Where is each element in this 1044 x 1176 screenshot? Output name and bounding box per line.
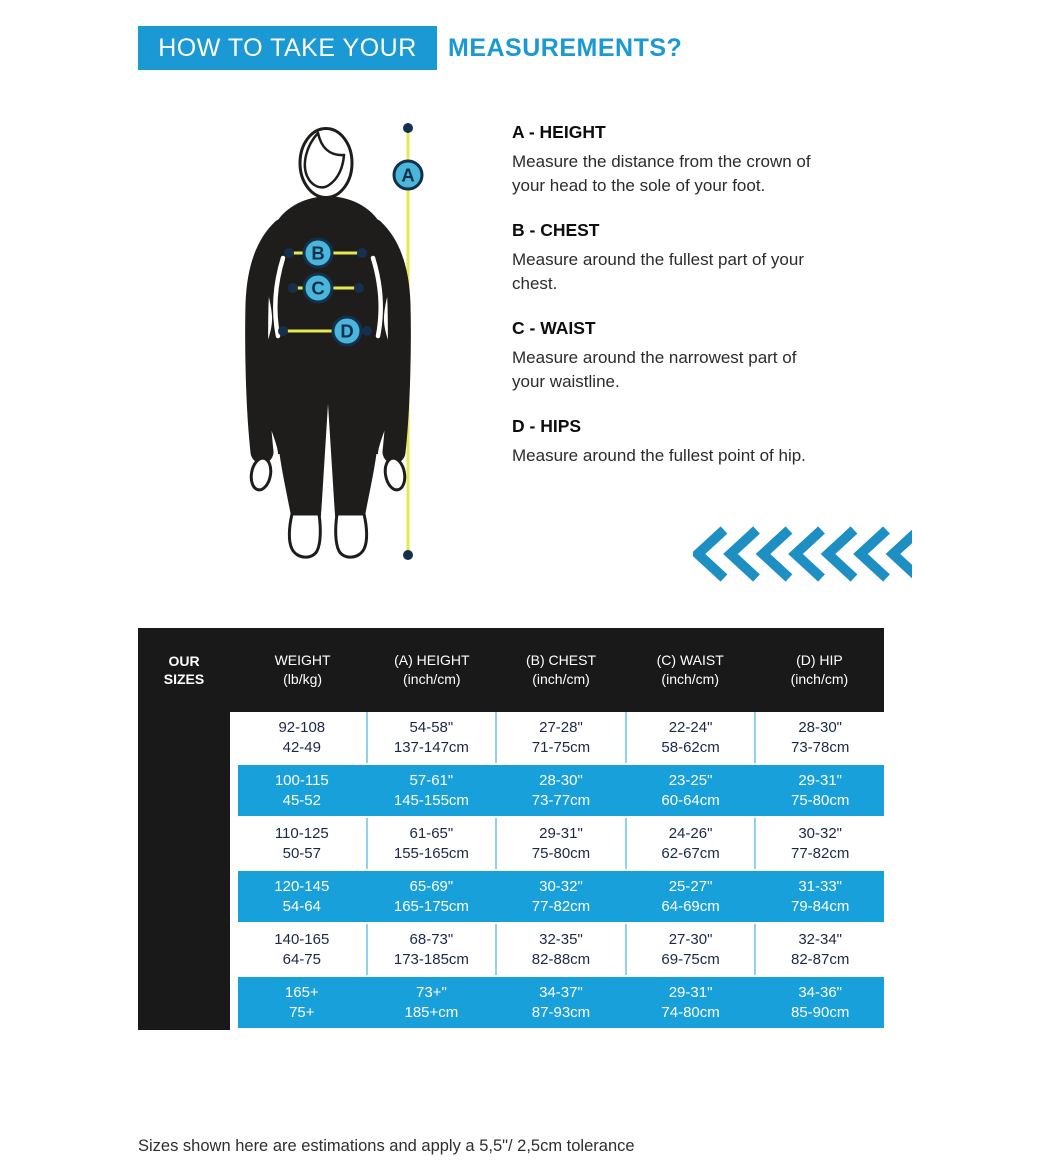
table-cell: 23-25" 60-64cm: [625, 765, 755, 816]
table-cell: 29-31" 75-80cm: [495, 818, 625, 869]
table-cell: 120-145 54-64: [238, 871, 366, 922]
table-cell: 140-165 64-75: [238, 924, 366, 975]
table-cell: 30-32" 77-82cm: [754, 818, 884, 869]
left-foot: [289, 514, 320, 557]
table-cell: 29-31" 74-80cm: [625, 977, 755, 1028]
table-cell: 27-30" 69-75cm: [625, 924, 755, 975]
table-cell: 73+" 185+cm: [366, 977, 496, 1028]
table-cell: 29-31" 75-80cm: [754, 765, 884, 816]
marker-c-icon: [304, 274, 332, 302]
instruction-height-text: Measure the distance from the crown of your head to the sole of your foot.: [512, 152, 811, 195]
right-leg: [330, 450, 377, 516]
body-silhouette: [249, 129, 407, 558]
table-cell: 24-26" 62-67cm: [625, 818, 755, 869]
marker-a-icon: [394, 161, 422, 189]
table-cell: 57-61" 145-155cm: [366, 765, 496, 816]
table-cell: 32-35" 82-88cm: [495, 924, 625, 975]
left-leg: [279, 450, 326, 516]
instruction-height-title: A - HEIGHT: [512, 122, 606, 142]
table-cell: 22-24" 58-62cm: [625, 712, 755, 763]
marker-d-icon: [333, 317, 361, 345]
size-row-m: [138, 871, 884, 924]
table-cell: 92-108 42-49: [238, 712, 366, 763]
right-foot: [336, 514, 367, 557]
size-row-xs: [138, 765, 884, 818]
table-cell: 28-30" 73-78cm: [754, 712, 884, 763]
column-header-hip: (D) HIP (inch/cm): [790, 652, 849, 687]
measurement-instructions: [512, 122, 824, 490]
instruction-hips-title: D - HIPS: [512, 416, 582, 436]
table-cell: 30-32" 77-82cm: [495, 871, 625, 922]
page-title: [138, 26, 682, 70]
instruction-height: [512, 122, 824, 198]
table-cell: 65-69" 165-175cm: [366, 871, 496, 922]
svg-text:B: B: [311, 242, 325, 264]
table-cell: 27-28" 71-75cm: [495, 712, 625, 763]
table-cell: 100-115 45-52: [238, 765, 366, 816]
instruction-hips: [512, 416, 824, 468]
size-chart-table: [138, 628, 884, 1030]
table-header-row: [138, 628, 884, 712]
table-rows: [138, 712, 884, 1030]
table-cell: 61-65" 155-165cm: [366, 818, 496, 869]
instruction-hips-text: Measure around the fullest point of hip.: [512, 446, 806, 465]
table-cell: 32-34" 82-87cm: [754, 924, 884, 975]
table-cell: 34-37" 87-93cm: [495, 977, 625, 1028]
title-accent: MEASUREMENTS?: [448, 33, 683, 62]
column-header-chest: (B) CHEST (inch/cm): [526, 652, 596, 687]
right-hand: [383, 457, 407, 492]
instruction-waist-text: Measure around the narrowest part of your waistline.: [512, 348, 797, 391]
tolerance-note: Sizes shown here are estimations and apply a 5,5"/ 2,5cm tolerance: [138, 1137, 635, 1155]
table-cell: 31-33" 79-84cm: [754, 871, 884, 922]
column-header-our-sizes: OUR SIZES: [163, 653, 205, 687]
instruction-chest: [512, 220, 824, 296]
left-hand: [249, 457, 273, 492]
chevron-left-arrows-icon: [693, 526, 912, 582]
table-cell: 25-27" 64-69cm: [625, 871, 755, 922]
instruction-chest-title: B - CHEST: [512, 220, 600, 240]
svg-text:A: A: [401, 164, 415, 186]
table-cell: 54-58" 137-147cm: [366, 712, 496, 763]
column-header-waist: (C) WAIST (inch/cm): [656, 652, 724, 687]
instruction-waist-title: C - WAIST: [512, 318, 596, 338]
column-header-weight: WEIGHT (lb/kg): [274, 652, 331, 687]
size-row-xl: [138, 977, 884, 1030]
instruction-chest-text: Measure around the fullest part of your chest.: [512, 250, 804, 293]
svg-text:C: C: [311, 277, 325, 299]
size-row-s: [138, 818, 884, 871]
size-row-l: [138, 924, 884, 977]
table-cell: 165+ 75+: [238, 977, 366, 1028]
measurement-figure-illustration: [180, 100, 440, 580]
table-cell: 68-73" 173-185cm: [366, 924, 496, 975]
size-row-2xs: [138, 712, 884, 765]
table-cell: 34-36" 85-90cm: [754, 977, 884, 1028]
table-cell: 110-125 50-57: [238, 818, 366, 869]
column-header-height: (A) HEIGHT (inch/cm): [394, 652, 470, 687]
table-cell: 28-30" 73-77cm: [495, 765, 625, 816]
title-highlight: HOW TO TAKE YOUR: [138, 26, 437, 70]
instruction-waist: [512, 318, 824, 394]
marker-b-icon: [304, 239, 332, 267]
svg-text:D: D: [340, 320, 354, 342]
